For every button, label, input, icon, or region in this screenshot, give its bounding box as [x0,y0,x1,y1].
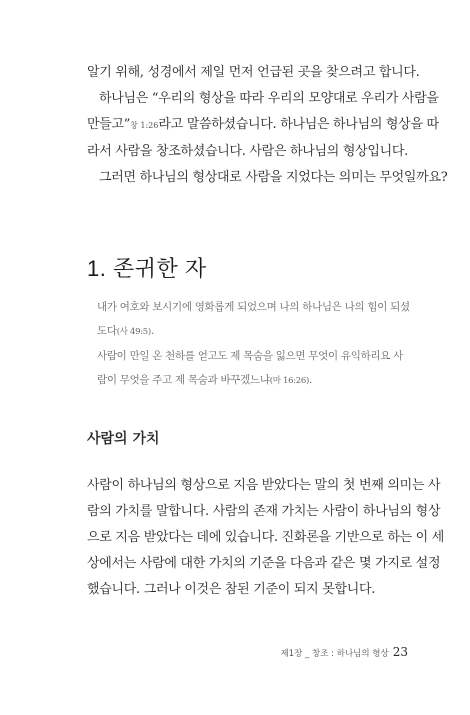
body-paragraph [87,473,445,603]
intro-line-3 [87,112,439,139]
quote-reference-2: (마 16:26) [269,376,310,386]
intro-line-3-quote-end: 만들고” [87,117,131,132]
page-footer [281,645,408,659]
body-line-4: 상에서는 사람에 대한 가치의 기준을 다음과 같은 몇 가지로 설정 [87,556,441,571]
body-line-2: 람의 가치를 말합니다. 사람의 존재 가치는 사람이 하나님의 형상 [87,504,441,519]
quote-reference-1: (사 49:5) [116,327,151,337]
quote-line-2-period: . [150,325,154,337]
chapter-section-heading: 1. 존귀한 자 [87,256,207,281]
subsection-heading: 사람의 가치 [87,431,160,447]
quote-line-2-text: 도다 [97,325,117,337]
intro-line-3-rest: 라고 말씀하셨습니다. 하나님은 하나님의 형상을 따 [158,117,439,132]
quote-line-3: 사람이 만일 온 천하를 얻고도 제 목숨을 잃으면 무엇이 유익하리요 사 [97,350,403,362]
intro-paragraph [87,60,448,191]
page-number: 23 [392,645,408,659]
scripture-reference: 창 1:26 [130,121,159,130]
body-line-5: 했습니다. 그러나 이것은 참된 기준이 되지 못합니다. [87,582,376,597]
intro-line-5: 그러면 하나님의 형상대로 사람을 지었다는 의미는 무엇일까요? [99,170,448,185]
body-line-3: 으로 지음 받았다는 데에 있습니다. 진화론을 기반으로 하는 이 세 [87,530,445,545]
quote-line-2 [97,319,415,344]
body-line-1: 사람이 하나님의 형상으로 지음 받았다는 말의 첫 번째 의미는 사 [87,478,441,493]
intro-line-2: 하나님은 “우리의 형상을 따라 우리의 모양대로 우리가 사람을 [99,91,439,106]
running-head: 제1장 _ 창조 : 하나님의 형상 [280,649,389,659]
quote-line-4-period: . [309,374,313,386]
intro-line-1: 알기 위해, 성경에서 제일 먼저 언급된 곳을 찾으려고 합니다. [87,65,420,80]
scripture-quote-block [97,295,415,393]
quote-line-4 [97,368,415,393]
quote-line-1: 내가 여호와 보시기에 영화롭게 되었으며 나의 하나님은 나의 힘이 되셨 [97,301,410,313]
intro-line-4: 라서 사람을 창조하셨습니다. 사람은 하나님의 형상입니다. [87,144,409,159]
quote-line-4-text: 람이 무엇을 주고 제 목숨과 바꾸겠느냐 [97,374,270,386]
